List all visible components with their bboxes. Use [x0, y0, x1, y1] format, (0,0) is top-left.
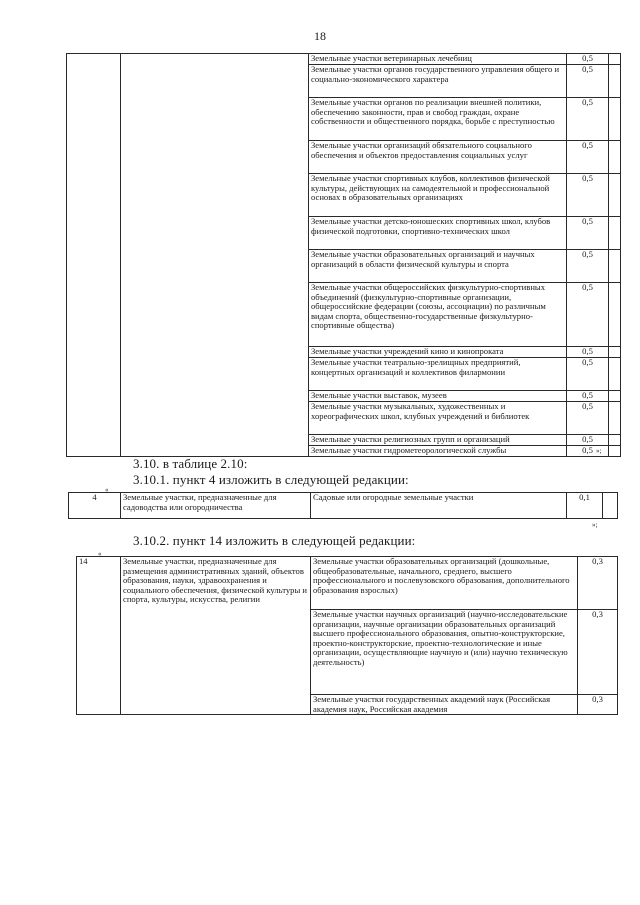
value-cell: 0,5: [567, 217, 609, 250]
category-cell: [121, 54, 309, 457]
description-cell: Земельные участки ветеринарных лечебниц: [309, 54, 567, 65]
description-cell: Земельные участки музыкальных, художественных и хореографических школ, клубных учреждений и библиотек: [309, 402, 567, 435]
description-cell: Земельные участки государственных академий наук (Российская академия наук, Российская академия: [311, 695, 578, 715]
value-cell: 0,1: [567, 493, 603, 519]
value-cell: 0,5: [567, 402, 609, 435]
closing-quote-mark: »;: [596, 447, 602, 455]
category-cell: Земельные участки, предназначенные для размещения административных зданий, объектов образования, науки, здравоохранения и социального обеспечения, физической культуры и спорта, культуры, искусства, религии: [121, 557, 311, 715]
category-cell: Земельные участки, предназначенные для садоводства или огородничества: [121, 493, 311, 519]
value-cell: 0,5: [567, 250, 609, 283]
description-cell: Земельные участки органов по реализации внешней политики, обеспечению законности, прав и свобод граждан, охране собственности и общественного порядка, борьбе с преступностью: [309, 98, 567, 141]
description-cell: Земельные участки выставок, музеев: [309, 391, 567, 402]
subsection-heading: 3.10.1. пункт 4 изложить в следующей редакции:: [133, 472, 409, 487]
subsection-heading: 3.10.2. пункт 14 изложить в следующей редакции:: [133, 533, 416, 548]
table-row: [77, 557, 618, 610]
blank-cell: [609, 347, 621, 358]
closing-quote-mark: »;: [592, 521, 598, 529]
value-cell: 0,3: [578, 695, 618, 715]
description-cell: Земельные участки религиозных групп и организаций: [309, 435, 567, 446]
value-cell: 0,5: [567, 54, 609, 65]
value-cell: 0,5: [567, 446, 609, 457]
value-cell: 0,5: [567, 347, 609, 358]
description-cell: Земельные участки организаций обязательного социального обеспечения и объектов предоставления социальных услуг: [309, 141, 567, 174]
rates-table-continuation: [66, 53, 621, 457]
blank-cell: [609, 250, 621, 283]
table-row: [69, 493, 618, 519]
value-cell: 0,5: [567, 283, 609, 347]
value-cell: 0,5: [567, 358, 609, 391]
blank-cell: [609, 65, 621, 98]
description-cell: Земельные участки спортивных клубов, коллективов физической культуры, действующих на самодеятельной и профессиональной основах в образовательных организациях: [309, 174, 567, 217]
blank-cell: [609, 141, 621, 174]
value-cell: 0,5: [567, 141, 609, 174]
number-cell: [67, 54, 121, 457]
value-cell: 0,5: [567, 391, 609, 402]
item-number: 14: [77, 557, 121, 715]
description-cell: Земельные участки органов государственного управления общего и социально-экономического характера: [309, 65, 567, 98]
blank-cell: [609, 402, 621, 435]
description-cell: Земельные участки общероссийских физкультурно-спортивных объединений (физкультурно-спортивные организации, общероссийские федерации (союзы, ассоциации) по различным видам спорта, общественно-государственные физкультурно-спортивные общества): [309, 283, 567, 347]
value-cell: 0,5: [567, 98, 609, 141]
value-cell: 0,5: [567, 435, 609, 446]
opening-quote-mark: «: [105, 486, 109, 494]
description-cell: Земельные участки образовательных организаций и научных организаций в области физической культуры и спорта: [309, 250, 567, 283]
value-cell: 0,3: [578, 610, 618, 695]
opening-quote-mark: «: [98, 550, 102, 558]
section-heading: 3.10. в таблице 2.10:: [133, 456, 248, 471]
blank-cell: [609, 98, 621, 141]
blank-cell: [609, 446, 621, 457]
table-2-10-item-14: [76, 556, 618, 715]
description-cell: Садовые или огородные земельные участки: [311, 493, 567, 519]
description-cell: Земельные участки научных организаций (научно-исследовательские организации, научные организации образовательных организаций высшего профессионального образования, опытно-конструкторские, проектно-конструкторские, проектно-технологические и иные организации, осуществляющие научную и (или) научно техническую деятельность): [311, 610, 578, 695]
description-cell: Земельные участки театрально-зрелищных предприятий, концертных организаций и коллективов филармонии: [309, 358, 567, 391]
table-2-10-item-4: [68, 492, 618, 519]
blank-cell: [603, 493, 618, 519]
value-cell: 0,3: [578, 557, 618, 610]
value-cell: 0,5: [567, 174, 609, 217]
blank-cell: [609, 54, 621, 65]
blank-cell: [609, 217, 621, 250]
blank-cell: [609, 435, 621, 446]
blank-cell: [609, 358, 621, 391]
description-cell: Земельные участки учреждений кино и кинопроката: [309, 347, 567, 358]
value-cell: 0,5: [567, 65, 609, 98]
blank-cell: [609, 283, 621, 347]
item-number: 4: [69, 493, 121, 519]
page-number: 18: [314, 29, 326, 43]
table-row: [67, 54, 621, 65]
description-cell: Земельные участки гидрометеорологической службы: [309, 446, 567, 457]
description-cell: Земельные участки детско-юношеских спортивных школ, клубов физической подготовки, спортивно-технических школ: [309, 217, 567, 250]
blank-cell: [609, 174, 621, 217]
description-cell: Земельные участки образовательных организаций (дошкольные, общеобразовательные, начального, среднего, высшего профессионального и послевузовского образования, дополнительного образования взрослых): [311, 557, 578, 610]
blank-cell: [609, 391, 621, 402]
